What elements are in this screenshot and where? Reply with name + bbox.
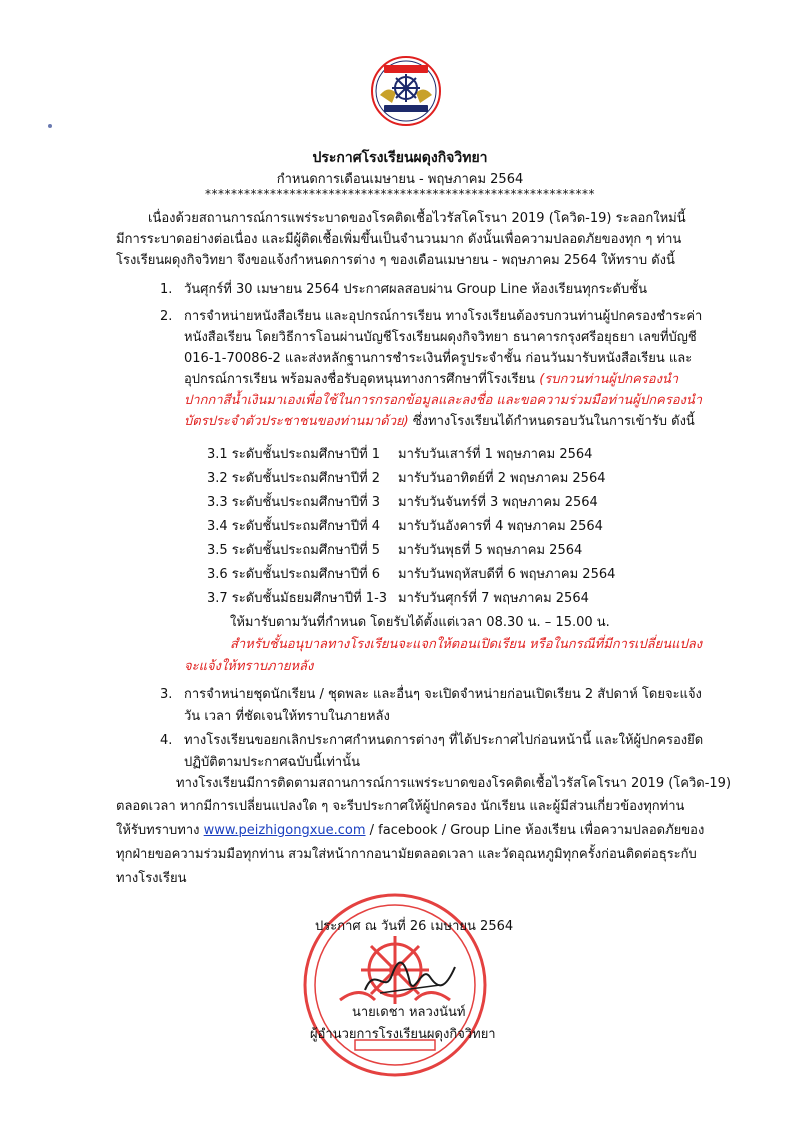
item-2-note-start: (รบกวนท่านผู้ปกครองนำ [539,372,679,387]
pickup-time-note: ให้มารับตามวันที่กำหนด โดยรับได้ตั้งแต่เวลา 08.30 น. – 15.00 น. [230,615,610,630]
item-2-line-2: หนังสือเรียน โดยวิธีการโอนผ่านบัญชีโรงเรียนผดุงกิจวิทยา ธนาคารกรุงศรีอยุธยา เลขที่บัญชี [184,330,697,345]
schedule-date: มารับวันพฤหัสบดีที่ 6 พฤษภาคม 2564 [398,567,616,582]
schedule-level: 3.2 ระดับชั้นประถมศึกษาปีที่ 2 [207,471,381,486]
page-title: ประกาศโรงเรียนผดุงกิจวิทยา [312,150,488,166]
item-2-line-6 [184,411,695,432]
item-number-2: 2. [160,309,173,324]
page-subtitle: กำหนดการเดือนเมษายน - พฤษภาคม 2564 [276,172,524,187]
kindergarten-note-line-2: จะแจ้งให้ทราบภายหลัง [184,659,314,674]
kindergarten-note-line-1: สำหรับชั้นอนุบาลทางโรงเรียนจะแจกให้ตอนเปิดเรียน หรือในกรณีที่มีการเปลี่ยนแปลง [230,637,703,652]
closing-line-1: ทางโรงเรียนมีการติดตามสถานการณ์การแพร่ระบาดของโรคติดเชื้อไวรัสโคโรนา 2019 (โควิด-19) [176,776,732,791]
schedule-level: 3.3 ระดับชั้นประถมศึกษาปีที่ 3 [207,495,381,510]
item-2-line-1: การจำหน่ายหนังสือเรียน และอุปกรณ์การเรียน ทางโรงเรียนต้องรบกวนท่านผู้ปกครองชำระค่า [184,309,703,324]
schedule-date: มารับวันจันทร์ที่ 3 พฤษภาคม 2564 [398,495,598,510]
signer-position: ผู้อำนวยการโรงเรียนผดุงกิจวิทยา [310,1027,496,1042]
schedule-level: 3.4 ระดับชั้นประถมศึกษาปีที่ 4 [207,519,381,534]
school-logo-icon [370,55,442,127]
item-2-line-3: 016-1-70086-2 และส่งหลักฐานการชำระเงินที่ครูประจำชั้น ก่อนวันมารับหนังสือเรียน และ [184,351,693,366]
item-2-note-end: บัตรประจำตัวประชาชนของท่านมาด้วย) [184,414,409,429]
intro-line-3: โรงเรียนผดุงกิจวิทยา จึงขอแจ้งกำหนดการต่าง ๆ ของเดือนเมษายน - พฤษภาคม 2564 ให้ทราบ ดังนี้ [116,253,675,268]
schedule-date: มารับวันศุกร์ที่ 7 พฤษภาคม 2564 [398,591,589,606]
divider-stars: ************************************************************ [205,187,595,201]
signer-name: นายเดชา หลวงนันท์ [352,1005,466,1020]
schedule-level: 3.1 ระดับชั้นประถมศึกษาปีที่ 1 [207,447,381,462]
scan-speck [48,124,52,128]
item-4-line-2: ปฏิบัติตามประกาศฉบับนี้เท่านั้น [184,755,360,770]
item-number-3: 3. [160,687,173,702]
schedule-level: 3.5 ระดับชั้นประถมศึกษาปีที่ 5 [207,543,381,558]
closing-line-3-rest: / facebook / Group Line ห้องเรียน เพื่อความปลอดภัยของ [369,823,705,838]
schedule-date: มารับวันพุธที่ 5 พฤษภาคม 2564 [398,543,583,558]
item-4-line-1: ทางโรงเรียนขอยกเลิกประกาศกำหนดการต่างๆ ที่ได้ประกาศไปก่อนหน้านี้ และให้ผู้ปกครองยึด [184,733,704,748]
item-2-line-6-text: ซึ่งทางโรงเรียนได้กำหนดรอบวันในการเข้ารับ ดังนี้ [412,414,695,429]
schedule-date: มารับวันอังคารที่ 4 พฤษภาคม 2564 [398,519,603,534]
closing-line-5: ทางโรงเรียน [116,871,187,886]
schedule-date: มารับวันเสาร์ที่ 1 พฤษภาคม 2564 [398,447,593,462]
schedule-date: มารับวันอาทิตย์ที่ 2 พฤษภาคม 2564 [398,471,606,486]
intro-line-2: มีการระบาดอย่างต่อเนื่อง และมีผู้ติดเชื้อเพิ่มขึ้นเป็นจำนวนมาก ดังนั้นเพื่อความปลอดภัยของทุก ๆ ท่าน [116,232,682,247]
intro-line-1: เนื่องด้วยสถานการณ์การแพร่ระบาดของโรคติดเชื้อไวรัสโคโรนา 2019 (โควิด-19) ระลอกใหม่นี้ [148,211,686,226]
school-website-link[interactable]: www.peizhigongxue.com [203,823,366,838]
item-number-4: 4. [160,733,173,748]
closing-line-2: ตลอดเวลา หากมีการเปลี่ยนแปลงใด ๆ จะรีบประกาศให้ผู้ปกครอง นักเรียน และผู้มีส่วนเกี่ยวข้องทุกท่าน [116,799,685,814]
announcement-date: ประกาศ ณ วันที่ 26 เมษายน 2564 [315,919,514,934]
item-2-line-4-text: อุปกรณ์การเรียน พร้อมลงชื่อรับอุดหนุนทางการศึกษาที่โรงเรียน [184,372,536,387]
item-2-line-4 [184,369,678,390]
closing-line-3 [116,820,704,841]
item-1-text: วันศุกร์ที่ 30 เมษายน 2564 ประกาศผลสอบผ่าน Group Line ห้องเรียนทุกระดับชั้น [184,282,647,297]
item-2-note-line-5: ปากกาสีน้ำเงินมาเองเพื่อใช้ในการกรอกข้อมูลและลงชื่อ และขอความร่วมมือท่านผู้ปกครองนำ [184,393,703,408]
item-3-line-2: วัน เวลา ที่ชัดเจนให้ทราบในภายหลัง [184,709,390,724]
item-number-1: 1. [160,282,173,297]
schedule-level: 3.7 ระดับชั้นมัธยมศึกษาปีที่ 1-3 [207,591,388,606]
signature-icon [360,955,460,1000]
item-3-line-1: การจำหน่ายชุดนักเรียน / ชุดพละ และอื่นๆ จะเปิดจำหน่ายก่อนเปิดเรียน 2 สัปดาห์ โดยจะแจ้ง [184,687,702,702]
closing-line-4: ทุกฝ่ายขอความร่วมมือทุกท่าน สวมใส่หน้ากากอนามัยตลอดเวลา และวัดอุณหภูมิทุกครั้งก่อนติดต่อธุระกับ [116,847,697,862]
closing-line-3-text: ให้รับทราบทาง [116,823,200,838]
schedule-level: 3.6 ระดับชั้นประถมศึกษาปีที่ 6 [207,567,381,582]
